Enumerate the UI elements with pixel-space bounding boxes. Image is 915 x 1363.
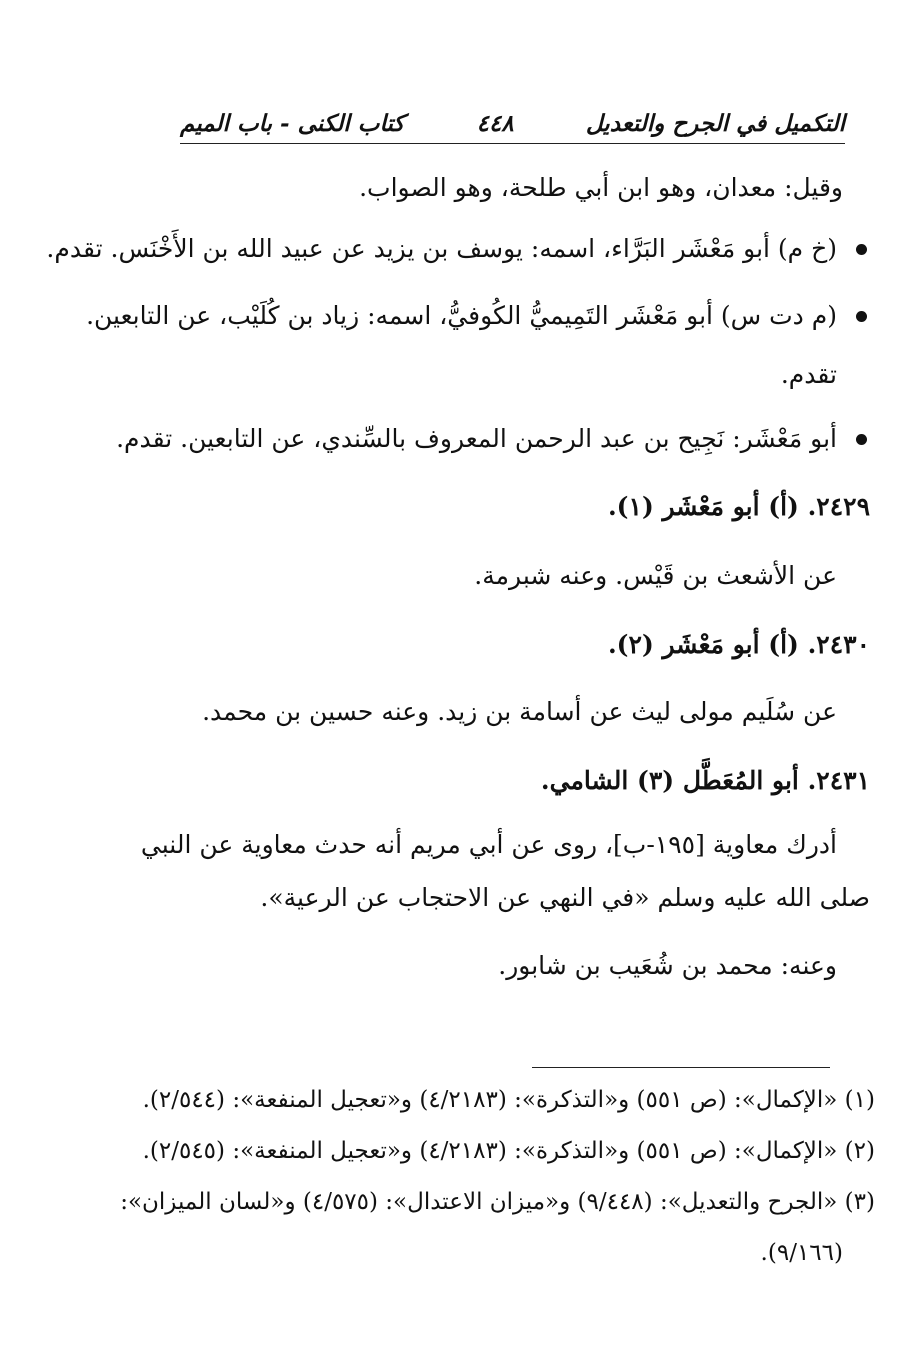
- body-line: وعنه: محمد بن شُعَيب بن شابور.: [498, 951, 837, 980]
- running-header: [180, 103, 845, 144]
- entry-line-continuation: تقدم.: [780, 360, 837, 389]
- entry-heading-2429: ٢٤٢٩. (أ) أبو مَعْشَر (١).: [607, 492, 870, 521]
- bullet-icon: [856, 311, 867, 322]
- bullet-icon: [856, 244, 867, 255]
- footnote-2: (٢) «الإكمال»: (ص ٥٥١) و«التذكرة»: (٤/٢١٨٣) و«تعجيل المنفعة»: (٢/٥٤٥).: [142, 1138, 875, 1164]
- body-line: صلى الله عليه وسلم «في النهي عن الاحتجاب عن الرعية».: [260, 883, 870, 912]
- entry-line: (خ م) أبو مَعْشَر البَرَّاء، اسمه: يوسف بن يزيد عن عبيد الله بن الأَخْنَس. تقدم.: [46, 234, 837, 263]
- entry-heading-2431: ٢٤٣١. أبو المُعَطَّل (٣) الشامي.: [540, 766, 870, 795]
- header-book-title: التكميل في الجرح والتعديل: [585, 109, 845, 137]
- entry-line: (م دت س) أبو مَعْشَر التَمِيميُّ الكُوفيُّ، اسمه: زياد بن كُلَيْب، عن التابعين.: [86, 301, 837, 330]
- entry-line: أبو مَعْشَر: نَجِيح بن عبد الرحمن المعروف بالسِّندي، عن التابعين. تقدم.: [116, 424, 837, 453]
- footnote-3-continuation: (٩/١٦٦).: [760, 1240, 843, 1266]
- bullet-icon: [856, 434, 867, 445]
- footnote-separator: [532, 1067, 830, 1068]
- body-line: عن سُلَيم مولى ليث عن أسامة بن زيد. وعنه حسين بن محمد.: [202, 697, 837, 726]
- body-line: عن الأشعث بن قَيْس. وعنه شبرمة.: [474, 561, 837, 590]
- header-page-number: ٤٤٨: [476, 109, 514, 137]
- body-line: أدرك معاوية [١٩٥-ب]، روى عن أبي مريم أنه حدث معاوية عن النبي: [140, 830, 837, 859]
- footnote-3: (٣) «الجرح والتعديل»: (٩/٤٤٨) و«ميزان الاعتدال»: (٤/٥٧٥) و«لسان الميزان»:: [120, 1189, 875, 1215]
- footnote-1: (١) «الإكمال»: (ص ٥٥١) و«التذكرة»: (٤/٢١٨٣) و«تعجيل المنفعة»: (٢/٥٤٤).: [142, 1087, 875, 1113]
- body-line: وقيل: معدان، وهو ابن أبي طلحة، وهو الصواب.: [359, 173, 843, 202]
- entry-heading-2430: ٢٤٣٠. (أ) أبو مَعْشَر (٢).: [607, 630, 870, 659]
- header-chapter-title: كتاب الكنى - باب الميم: [180, 109, 405, 137]
